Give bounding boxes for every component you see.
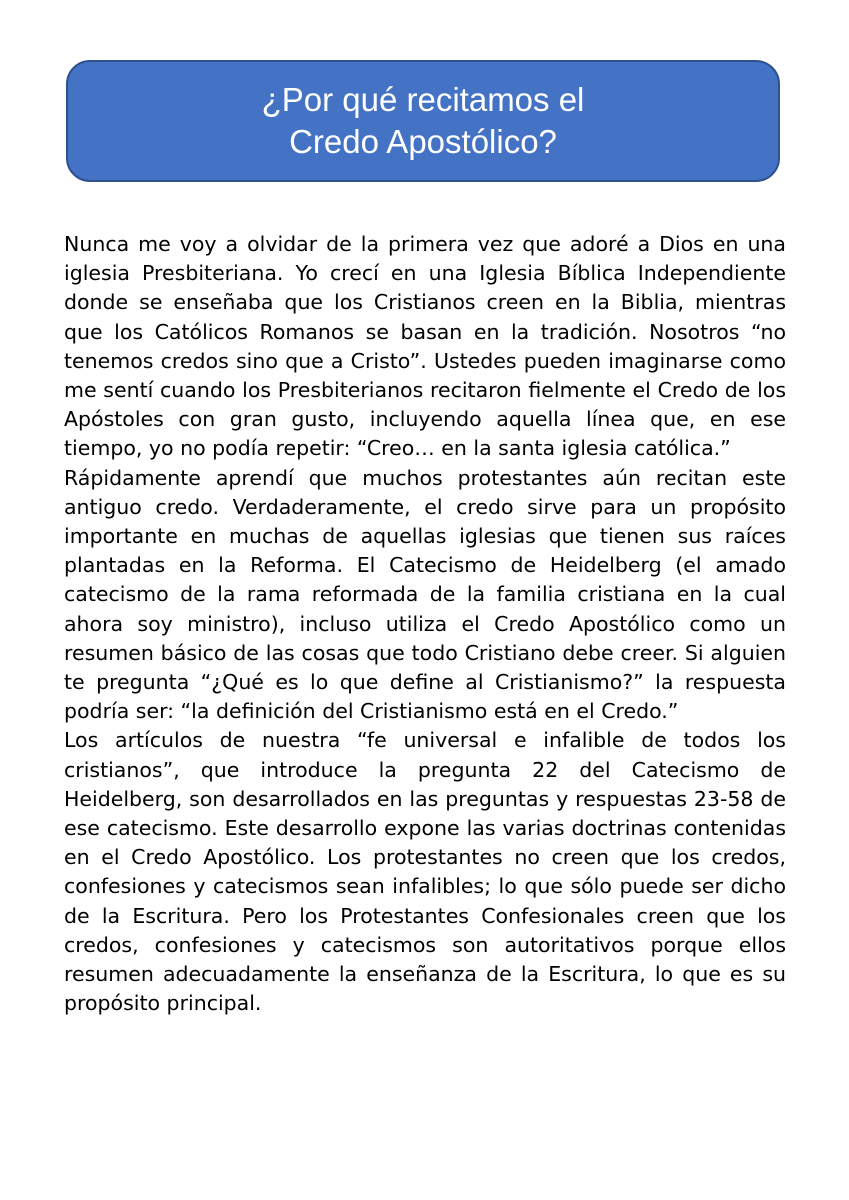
title-line-2: Credo Apostólico? <box>289 123 557 160</box>
title-line-1: ¿Por qué recitamos el <box>261 81 585 118</box>
paragraph-2: Rápidamente aprendí que muchos protestantes aún recitan este antiguo credo. Verdaderamente, el credo sirve para un propósito importante en muchas de aquellas iglesias que tienen sus raíces plantadas en la Reforma. El Catecismo de Heidelberg (el amado catecismo de la rama reformada de la familia cristiana en la cual ahora soy ministro), incluso utiliza el Credo Apostólico como un resumen básico de las cosas que todo Cristiano debe creer. Si alguien te pregunta “¿Qué es lo que define al Cristianismo?” la respuesta podría ser: “la definición del Cristianismo está en el Credo.” <box>64 465 786 724</box>
article-body <box>64 230 786 1018</box>
paragraph-1: Nunca me voy a olvidar de la primera vez que adoré a Dios en una iglesia Presbiteriana. Yo crecí en una Iglesia Bíblica Independiente donde se enseñaba que los Cristianos creen en la Biblia, mientras que los Católicos Romanos se basan en la tradición. Nosotros “no tenemos credos sino que a Cristo”. Ustedes pueden imaginarse como me sentí cuando los Presbiterianos recitaron fielmente el Credo de los Apóstoles con gran gusto, incluyendo aquella línea que, en ese tiempo, yo no podía repetir: “Creo… en la santa iglesia católica.” <box>64 232 786 461</box>
title-banner <box>66 60 780 182</box>
paragraph-3: Los artículos de nuestra “fe universal e infalible de todos los cristianos”, que introduce la pregunta 22 del Catecismo de Heidelberg, son desarrollados en las preguntas y respuestas 23-58 de ese catecismo. Este desarrollo expone las varias doctrinas contenidas en el Credo Apostólico. Los protestantes no creen que los credos, confesiones y catecismos sean infalibles; lo que sólo puede ser dicho de la Escritura. Pero los Protestantes Confesionales creen que los credos, confesiones y catecismos son autoritativos porque ellos resumen adecuadamente la enseñanza de la Escritura, lo que es su propósito principal. <box>64 728 786 1016</box>
